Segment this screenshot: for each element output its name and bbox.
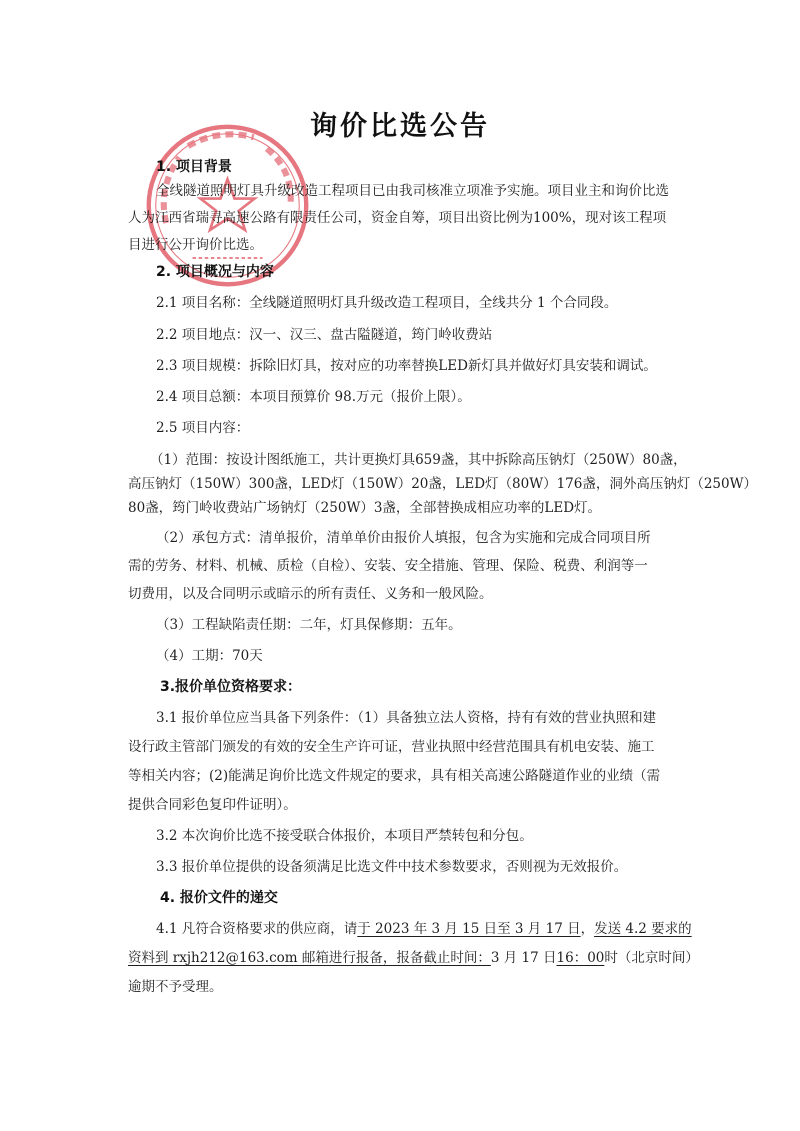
background-line-3: 目进行公开询价比选。: [128, 237, 263, 253]
scope-line-2: 高压钠灯（150W）300盏，LED灯（150W）20盏，LED灯（80W）176盏，洞外高压钠灯（250W）: [128, 476, 757, 492]
submission-comma: ，: [580, 921, 595, 937]
submission-send-text: 发送 4.2 要求的: [594, 921, 692, 937]
submission-timezone: 时（北京时间）: [604, 950, 699, 966]
item-2-1: 2.1 项目名称：全线隧道照明灯具升级改造工程项目，全线共分 1 个合同段。: [156, 295, 618, 311]
submission-date-range: 于 2023 年 3 月 15 日至 3 月 17 日: [357, 921, 581, 937]
contract-line-1: （2）承包方式：清单报价，清单单价由报价人填报，包含为实施和完成合同项目所: [156, 530, 651, 546]
section-3-heading: 3.报价单位资格要求：: [160, 679, 302, 695]
item-2-3: 2.3 项目规模：拆除旧灯具，按对应的功率替换LED新灯具并做好灯具安装和调试。: [156, 358, 657, 374]
section-4-heading: 4. 报价文件的递交: [160, 890, 278, 906]
background-line-1: 全线隧道照明灯具升级改造工程项目已由我司核准立项准予实施。项目业主和询价比选: [156, 183, 669, 199]
submission-prefix: 4.1 凡符合资格要求的供应商，请: [156, 921, 358, 937]
section-2-heading: 2. 项目概况与内容: [156, 264, 274, 280]
scope-line-1: （1）范围：按设计图纸施工，共计更换灯具659盏，其中拆除高压钠灯（250W）80盏，: [150, 452, 687, 468]
requirement-line-4: 提供合同彩色复印件证明）。: [128, 797, 297, 813]
submission-line-2: [128, 948, 699, 968]
submission-line-3: 逾期不予受理。: [128, 979, 223, 995]
item-2-5: 2.5 项目内容：: [156, 420, 250, 436]
item-3-2: 3.2 本次询价比选不接受联合体报价，本项目严禁转包和分包。: [156, 828, 533, 844]
requirement-line-3: 等相关内容；(2)能满足询价比选文件规定的要求，具有相关高速公路隧道作业的业绩（需: [128, 768, 661, 784]
submission-email-text: 资料到 rxjh212@163.com 邮箱进行报备，报备截止时间：: [128, 950, 491, 966]
item-2-2: 2.2 项目地点：汉一、汉三、盘古隘隧道，筠门岭收费站: [156, 327, 493, 343]
page-title: 询价比选公告: [310, 111, 490, 142]
contract-line-2: 需的劳务、材料、机械、质检（自检）、安装、安全措施、管理、保险、税费、利润等一: [128, 558, 648, 574]
requirement-line-1: 3.1 报价单位应当具备下列条件：（1）具备独立法人资格，持有有效的营业执照和建: [156, 710, 657, 726]
scope-line-3: 80盏，筠门岭收费站广场钠灯（250W）3盏，全部替换成相应功率的LED灯。: [128, 500, 602, 516]
item-3-3: 3.3 报价单位提供的设备须满足比选文件中技术参数要求，否则视为无效报价。: [156, 859, 628, 875]
submission-deadline-time: 16：00: [556, 950, 605, 966]
section-1-heading: 1. 项目背景: [156, 159, 232, 175]
background-line-2: 人为江西省瑞寻高速公路有限责任公司，资金自筹，项目出资比例为100%，现对该工程项: [128, 210, 667, 226]
contract-line-3: 切费用，以及合同明示或暗示的所有责任、义务和一般风险。: [128, 586, 493, 602]
duration-line: （4）工期：70天: [156, 648, 263, 664]
submission-line-1: [156, 919, 692, 939]
item-2-4: 2.4 项目总额：本项目预算价 98.万元（报价上限）。: [156, 389, 471, 405]
submission-deadline-date: 3 月 17 日: [490, 950, 557, 966]
requirement-line-2: 设行政主管部门颁发的有效的安全生产许可证，营业执照中经营范围具有机电安装、施工: [128, 739, 655, 755]
warranty-line: （3）工程缺陷责任期：二年，灯具保修期：五年。: [156, 617, 462, 633]
